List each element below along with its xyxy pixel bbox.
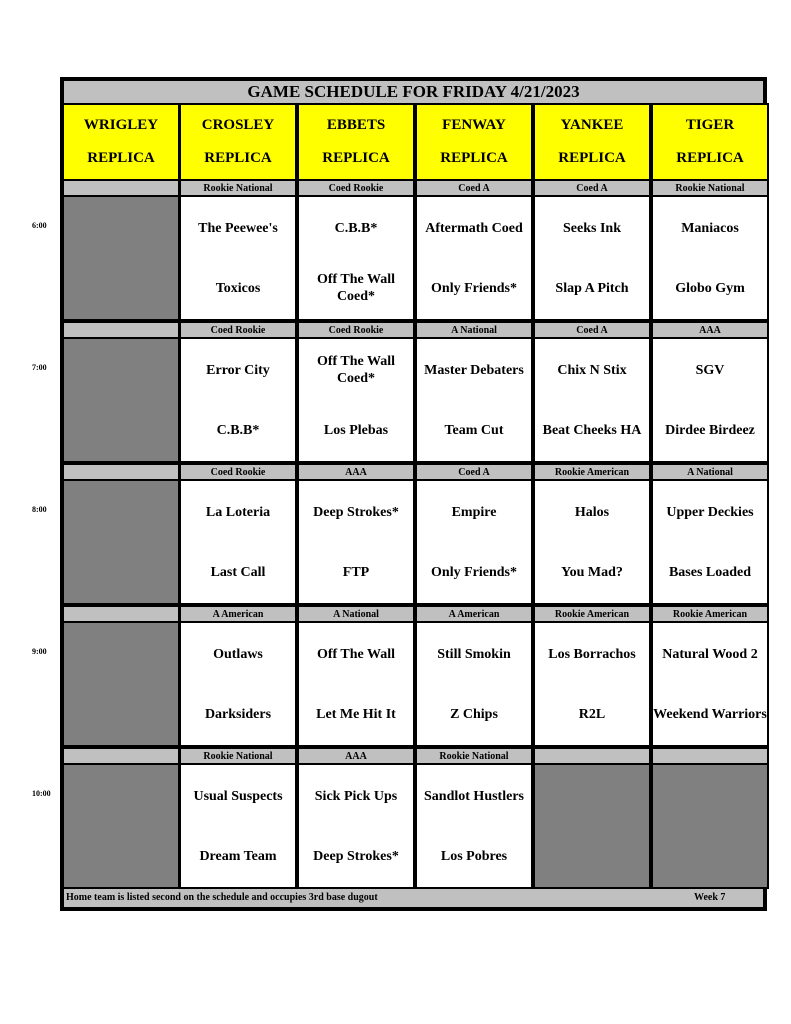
game-cell — [651, 479, 769, 605]
empty-slot — [62, 763, 180, 889]
division-label: AAA — [297, 747, 415, 765]
away-team: The Peewee's — [198, 220, 278, 236]
home-team: Z Chips — [450, 706, 498, 722]
week-label: Week 7 — [694, 892, 726, 903]
game-cell — [415, 621, 533, 747]
venue-sub: REPLICA — [204, 150, 272, 166]
venue-sub: REPLICA — [322, 150, 390, 166]
division-label: A National — [651, 463, 769, 481]
game-cell — [179, 195, 297, 321]
home-team: Darksiders — [204, 706, 272, 722]
venue-name: EBBETS — [326, 117, 386, 133]
home-team: Dream Team — [199, 848, 277, 864]
home-team: Team Cut — [444, 422, 504, 438]
venue-sub: REPLICA — [676, 150, 744, 166]
home-team: You Mad? — [561, 564, 623, 580]
game-cell — [533, 337, 651, 463]
division-label: A American — [415, 605, 533, 623]
away-team: Upper Deckies — [666, 504, 754, 520]
home-team: Let Me Hit It — [316, 706, 396, 722]
venue-name: TIGER — [685, 117, 735, 133]
home-team: C.B.B* — [216, 422, 260, 438]
home-team: Toxicos — [215, 280, 261, 296]
venue-name: WRIGLEY — [83, 117, 159, 133]
away-team: Sick Pick Ups — [314, 788, 398, 804]
game-cell — [297, 621, 415, 747]
game-cell — [297, 337, 415, 463]
venue-header-3 — [415, 103, 533, 181]
empty-slot — [533, 763, 651, 889]
home-team: R2L — [578, 706, 606, 722]
footer-note: Home team is listed second on the schedule and occupies 3rd base dugout — [66, 892, 378, 903]
game-cell — [533, 195, 651, 321]
empty-slot — [62, 621, 180, 747]
venue-header-5 — [651, 103, 769, 181]
game-cell — [297, 479, 415, 605]
game-cell — [297, 763, 415, 889]
away-team: Sandlot Hustlers — [424, 788, 524, 804]
game-cell — [651, 621, 769, 747]
division-label: Rookie National — [179, 747, 297, 765]
game-cell — [533, 621, 651, 747]
home-team: Slap A Pitch — [555, 280, 629, 296]
venue-header-1 — [179, 103, 297, 181]
division-label: AAA — [651, 321, 769, 339]
away-team: Off The Wall Coed* — [316, 354, 396, 386]
division-label: Rookie National — [415, 747, 533, 765]
home-team: Off The Wall Coed* — [316, 272, 396, 304]
division-label: Rookie American — [533, 463, 651, 481]
game-cell — [415, 763, 533, 889]
time-label: 9:00 — [32, 647, 47, 656]
away-team: Aftermath Coed — [425, 220, 523, 236]
game-cell — [179, 479, 297, 605]
venue-sub: REPLICA — [558, 150, 626, 166]
home-team: Beat Cheeks HA — [542, 422, 642, 438]
away-team: Deep Strokes* — [313, 504, 399, 520]
away-team: Seeks Ink — [563, 220, 621, 236]
venue-sub: REPLICA — [87, 150, 155, 166]
home-team: Globo Gym — [675, 280, 745, 296]
away-team: La Loteria — [205, 504, 271, 520]
venue-sub: REPLICA — [440, 150, 508, 166]
venue-name: YANKEE — [560, 117, 624, 133]
home-team: Only Friends* — [431, 564, 517, 580]
home-team: Last Call — [210, 564, 266, 580]
division-label: Rookie American — [651, 605, 769, 623]
division-label: Coed Rookie — [179, 463, 297, 481]
away-team: Outlaws — [213, 646, 263, 662]
game-cell — [179, 621, 297, 747]
empty-slot — [651, 763, 769, 889]
game-cell — [415, 479, 533, 605]
away-team: Halos — [574, 504, 610, 520]
home-team: Only Friends* — [431, 280, 517, 296]
division-label: AAA — [297, 463, 415, 481]
time-label: 7:00 — [32, 363, 47, 372]
home-team: FTP — [342, 564, 370, 580]
division-label: A National — [297, 605, 415, 623]
venue-name: FENWAY — [442, 117, 506, 133]
division-label: Coed Rookie — [179, 321, 297, 339]
game-cell — [179, 337, 297, 463]
division-label: A American — [179, 605, 297, 623]
empty-slot — [62, 195, 180, 321]
away-team: SGV — [695, 362, 725, 378]
time-label: 10:00 — [32, 789, 51, 798]
away-team: Still Smokin — [437, 646, 511, 662]
division-label: Coed A — [533, 179, 651, 197]
venue-header-0 — [62, 103, 180, 181]
division-label: Coed A — [415, 179, 533, 197]
home-team: Deep Strokes* — [313, 848, 399, 864]
game-cell — [651, 195, 769, 321]
division-label: Rookie National — [179, 179, 297, 197]
division-label: Coed A — [415, 463, 533, 481]
division-label: A National — [415, 321, 533, 339]
away-team: C.B.B* — [334, 220, 378, 236]
away-team: Natural Wood 2 — [662, 646, 758, 662]
time-label: 6:00 — [32, 221, 47, 230]
home-team: Weekend Warriors — [653, 706, 767, 722]
schedule-title: GAME SCHEDULE FOR FRIDAY 4/21/2023 — [62, 79, 765, 105]
home-team: Dirdee Birdeez — [665, 422, 755, 438]
home-team: Los Plebas — [323, 422, 389, 438]
schedule-table — [60, 77, 767, 911]
empty-slot — [62, 479, 180, 605]
game-cell — [179, 763, 297, 889]
game-cell — [297, 195, 415, 321]
away-team: Los Borrachos — [548, 646, 636, 662]
game-cell — [533, 479, 651, 605]
away-team: Chix N Stix — [557, 362, 627, 378]
game-cell — [651, 337, 769, 463]
empty-slot — [62, 337, 180, 463]
home-team: Bases Loaded — [668, 564, 752, 580]
away-team: Empire — [451, 504, 497, 520]
home-team: Los Pobres — [440, 848, 508, 864]
away-team: Master Debaters — [424, 362, 524, 378]
venue-header-2 — [297, 103, 415, 181]
away-team: Off The Wall — [316, 646, 396, 662]
venue-header-4 — [533, 103, 651, 181]
division-label: Coed Rookie — [297, 321, 415, 339]
division-label: Coed Rookie — [297, 179, 415, 197]
away-team: Error City — [206, 362, 270, 378]
time-label: 8:00 — [32, 505, 47, 514]
game-cell — [415, 195, 533, 321]
division-label: Rookie American — [533, 605, 651, 623]
division-label: Rookie National — [651, 179, 769, 197]
game-cell — [415, 337, 533, 463]
away-team: Maniacos — [681, 220, 739, 236]
division-label: Coed A — [533, 321, 651, 339]
away-team: Usual Suspects — [193, 788, 283, 804]
venue-name: CROSLEY — [201, 117, 275, 133]
